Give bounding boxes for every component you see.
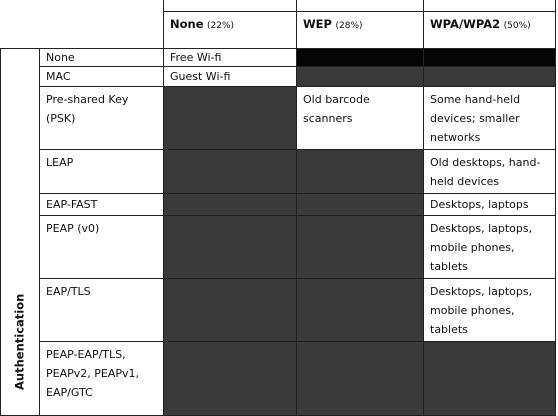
cell-leap-none: [164, 149, 297, 193]
row-label-peap-multi: PEAP-EAP/TLS, PEAPv2, PEAPv1, EAP/GTC: [40, 341, 164, 415]
cell-leap-wep: [297, 149, 424, 193]
table-row: [1, 193, 556, 215]
column-header-label: WPA/WPA2: [430, 16, 501, 31]
cell-peapmulti-none: [164, 341, 297, 415]
cell-psk-wpa: Some hand-held devices; smaller networks: [424, 86, 556, 149]
cell-peap-wpa: Desktops, laptops, mobile phones, tablets: [424, 215, 556, 278]
column-header-percent: (22%): [207, 20, 235, 31]
cell-peapmulti-wep: [297, 341, 424, 415]
table-row: [1, 66, 556, 86]
authentication-axis-cell: [1, 48, 40, 415]
cell-leap-wpa: Old desktops, hand-held devices: [424, 149, 556, 193]
header-strip-wep: [297, 0, 424, 11]
authentication-axis-label: Authentication: [12, 293, 27, 390]
cell-psk-wep: Old barcode scanners: [297, 86, 424, 149]
cell-eaptls-none: [164, 278, 297, 341]
cell-peap-none: [164, 215, 297, 278]
cell-none-wep: [297, 48, 424, 66]
table-row: [1, 48, 556, 66]
cell-mac-wep: [297, 66, 424, 86]
cell-none-none: Free Wi-fi: [164, 48, 297, 66]
header-top-strip: [1, 0, 556, 11]
cell-mac-none: Guest Wi-fi: [164, 66, 297, 86]
table-row: [1, 278, 556, 341]
column-header-percent: (50%): [503, 20, 531, 31]
column-header-wpa-wpa2: [424, 11, 556, 48]
row-label-peap-v0: PEAP (v0): [40, 215, 164, 278]
header-strip-wpa: [424, 0, 556, 11]
cell-eapfast-wpa: Desktops, laptops: [424, 193, 556, 215]
row-label-eap-fast: EAP-FAST: [40, 193, 164, 215]
cell-eapfast-wep: [297, 193, 424, 215]
cell-eaptls-wpa: Desktops, laptops, mobile phones, tablets: [424, 278, 556, 341]
column-header-wep: [297, 11, 424, 48]
row-label-psk: Pre-shared Key (PSK): [40, 86, 164, 149]
column-header-none: [164, 11, 297, 48]
cell-peapmulti-wpa: [424, 341, 556, 415]
row-label-leap: LEAP: [40, 149, 164, 193]
cell-mac-wpa: [424, 66, 556, 86]
column-header-label: WEP: [303, 16, 332, 31]
cell-psk-none: [164, 86, 297, 149]
cell-eapfast-none: [164, 193, 297, 215]
column-header-label: None: [170, 16, 204, 31]
cell-peap-wep: [297, 215, 424, 278]
header-strip-none: [164, 0, 297, 11]
header-row: [1, 11, 556, 48]
row-label-mac: MAC: [40, 66, 164, 86]
row-label-none: None: [40, 48, 164, 66]
column-header-percent: (28%): [335, 20, 363, 31]
table-row: [1, 149, 556, 193]
cell-none-wpa: [424, 48, 556, 66]
table-row: [1, 341, 556, 415]
cell-eaptls-wep: [297, 278, 424, 341]
table-row: [1, 215, 556, 278]
row-label-eap-tls: EAP/TLS: [40, 278, 164, 341]
table-row: [1, 86, 556, 149]
